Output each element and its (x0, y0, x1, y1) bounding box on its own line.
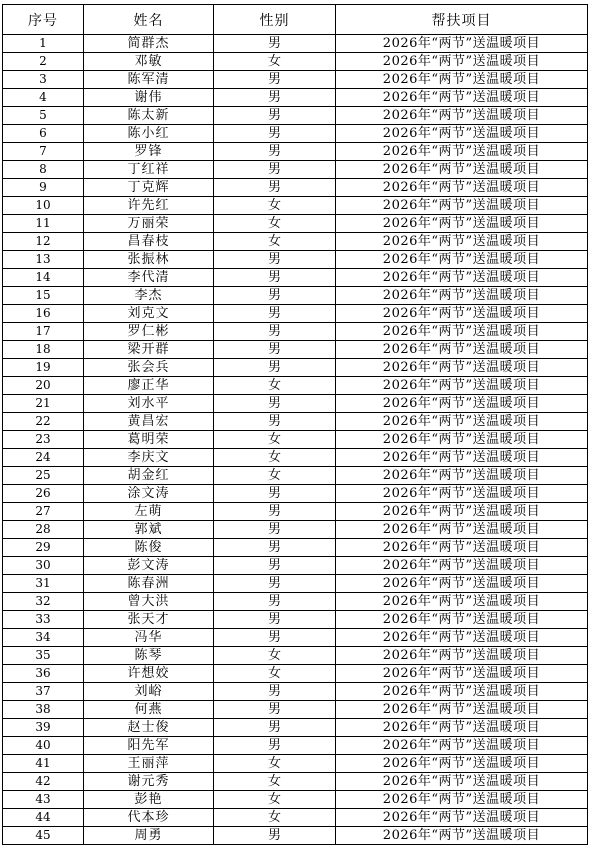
cell-name[interactable]: 葛明荣 (84, 431, 214, 449)
cell-project[interactable]: 2026年“两节”送温暖项目 (336, 71, 588, 89)
cell-gender[interactable]: 男 (214, 323, 336, 341)
table-row (3, 179, 588, 197)
cell-project[interactable]: 2026年“两节”送温暖项目 (336, 557, 588, 575)
table-row (3, 35, 588, 53)
cell-index[interactable]: 11 (3, 215, 84, 233)
cell-name[interactable]: 廖正华 (84, 377, 214, 395)
cell-project[interactable]: 2026年“两节”送温暖项目 (336, 719, 588, 737)
cell-name[interactable]: 黄昌宏 (84, 413, 214, 431)
table-row (3, 431, 588, 449)
cell-index[interactable]: 7 (3, 143, 84, 161)
cell-project[interactable]: 2026年“两节”送温暖项目 (336, 755, 588, 773)
cell-index[interactable]: 26 (3, 485, 84, 503)
cell-name[interactable]: 涂文涛 (84, 485, 214, 503)
cell-index[interactable]: 45 (3, 827, 84, 845)
cell-project[interactable]: 2026年“两节”送温暖项目 (336, 431, 588, 449)
table-row (3, 197, 588, 215)
cell-name[interactable]: 万丽荣 (84, 215, 214, 233)
cell-index[interactable]: 41 (3, 755, 84, 773)
cell-gender[interactable]: 女 (214, 449, 336, 467)
cell-project[interactable]: 2026年“两节”送温暖项目 (336, 269, 588, 287)
cell-name[interactable]: 罗仁彬 (84, 323, 214, 341)
cell-gender[interactable]: 女 (214, 665, 336, 683)
table-row (3, 485, 588, 503)
cell-index[interactable]: 12 (3, 233, 84, 251)
table-row (3, 575, 588, 593)
cell-gender[interactable]: 女 (214, 791, 336, 809)
cell-gender[interactable]: 男 (214, 557, 336, 575)
header-gender[interactable]: 性别 (214, 5, 336, 35)
table-row (3, 539, 588, 557)
cell-gender[interactable]: 男 (214, 737, 336, 755)
table-row (3, 791, 588, 809)
cell-index[interactable]: 18 (3, 341, 84, 359)
cell-name[interactable]: 陈春洲 (84, 575, 214, 593)
cell-name[interactable]: 昌春枝 (84, 233, 214, 251)
cell-gender[interactable]: 男 (214, 719, 336, 737)
cell-project[interactable]: 2026年“两节”送温暖项目 (336, 791, 588, 809)
cell-gender[interactable]: 男 (214, 341, 336, 359)
table-row (3, 395, 588, 413)
table-row (3, 305, 588, 323)
table-row (3, 449, 588, 467)
cell-name[interactable]: 简群杰 (84, 35, 214, 53)
cell-gender[interactable]: 男 (214, 359, 336, 377)
table-row (3, 269, 588, 287)
cell-index[interactable]: 29 (3, 539, 84, 557)
cell-project[interactable]: 2026年“两节”送温暖项目 (336, 773, 588, 791)
cell-index[interactable]: 20 (3, 377, 84, 395)
cell-gender[interactable]: 男 (214, 683, 336, 701)
cell-project[interactable]: 2026年“两节”送温暖项目 (336, 377, 588, 395)
table-row (3, 53, 588, 71)
cell-project[interactable]: 2026年“两节”送温暖项目 (336, 233, 588, 251)
table-row (3, 773, 588, 791)
table-row (3, 107, 588, 125)
cell-gender[interactable]: 女 (214, 467, 336, 485)
cell-index[interactable]: 38 (3, 701, 84, 719)
cell-name[interactable]: 罗锋 (84, 143, 214, 161)
cell-gender[interactable]: 女 (214, 197, 336, 215)
cell-name[interactable]: 陈琴 (84, 647, 214, 665)
cell-name[interactable]: 周勇 (84, 827, 214, 845)
table-row (3, 71, 588, 89)
cell-name[interactable]: 李庆文 (84, 449, 214, 467)
header-index[interactable]: 序号 (3, 5, 84, 35)
cell-index[interactable]: 14 (3, 269, 84, 287)
table-row (3, 467, 588, 485)
cell-name[interactable]: 何燕 (84, 701, 214, 719)
cell-gender[interactable]: 男 (214, 575, 336, 593)
cell-project[interactable]: 2026年“两节”送温暖项目 (336, 575, 588, 593)
cell-index[interactable]: 3 (3, 71, 84, 89)
cell-project[interactable]: 2026年“两节”送温暖项目 (336, 125, 588, 143)
cell-gender[interactable]: 男 (214, 161, 336, 179)
cell-gender[interactable]: 男 (214, 539, 336, 557)
cell-project[interactable]: 2026年“两节”送温暖项目 (336, 287, 588, 305)
cell-name[interactable]: 张振林 (84, 251, 214, 269)
cell-index[interactable]: 27 (3, 503, 84, 521)
cell-index[interactable]: 9 (3, 179, 84, 197)
cell-name[interactable]: 丁克辉 (84, 179, 214, 197)
cell-project[interactable]: 2026年“两节”送温暖项目 (336, 485, 588, 503)
cell-gender[interactable]: 女 (214, 431, 336, 449)
cell-project[interactable]: 2026年“两节”送温暖项目 (336, 413, 588, 431)
cell-project[interactable]: 2026年“两节”送温暖项目 (336, 503, 588, 521)
table-row (3, 593, 588, 611)
cell-index[interactable]: 1 (3, 35, 84, 53)
cell-index[interactable]: 21 (3, 395, 84, 413)
cell-name[interactable]: 谢伟 (84, 89, 214, 107)
cell-project[interactable]: 2026年“两节”送温暖项目 (336, 629, 588, 647)
cell-project[interactable]: 2026年“两节”送温暖项目 (336, 89, 588, 107)
cell-gender[interactable]: 女 (214, 53, 336, 71)
cell-name[interactable]: 丁红祥 (84, 161, 214, 179)
cell-name[interactable]: 邓敏 (84, 53, 214, 71)
cell-name[interactable]: 张天才 (84, 611, 214, 629)
cell-name[interactable]: 曾大洪 (84, 593, 214, 611)
cell-project[interactable]: 2026年“两节”送温暖项目 (336, 827, 588, 845)
cell-gender[interactable]: 男 (214, 503, 336, 521)
cell-project[interactable]: 2026年“两节”送温暖项目 (336, 215, 588, 233)
cell-project[interactable]: 2026年“两节”送温暖项目 (336, 809, 588, 827)
cell-index[interactable]: 25 (3, 467, 84, 485)
cell-index[interactable]: 15 (3, 287, 84, 305)
cell-project[interactable]: 2026年“两节”送温暖项目 (336, 395, 588, 413)
cell-gender[interactable]: 男 (214, 287, 336, 305)
cell-project[interactable]: 2026年“两节”送温暖项目 (336, 521, 588, 539)
table-row (3, 413, 588, 431)
cell-name[interactable]: 刘克文 (84, 305, 214, 323)
cell-name[interactable]: 陈军清 (84, 71, 214, 89)
cell-project[interactable]: 2026年“两节”送温暖项目 (336, 251, 588, 269)
cell-gender[interactable]: 男 (214, 611, 336, 629)
cell-index[interactable]: 35 (3, 647, 84, 665)
cell-project[interactable]: 2026年“两节”送温暖项目 (336, 449, 588, 467)
cell-index[interactable]: 39 (3, 719, 84, 737)
table-row (3, 359, 588, 377)
cell-index[interactable]: 34 (3, 629, 84, 647)
cell-index[interactable]: 8 (3, 161, 84, 179)
cell-name[interactable]: 梁开群 (84, 341, 214, 359)
cell-project[interactable]: 2026年“两节”送温暖项目 (336, 107, 588, 125)
table-row (3, 827, 588, 845)
cell-name[interactable]: 陈俊 (84, 539, 214, 557)
header-row (3, 5, 588, 35)
cell-project[interactable]: 2026年“两节”送温暖项目 (336, 683, 588, 701)
table-row (3, 287, 588, 305)
table-row (3, 701, 588, 719)
cell-name[interactable]: 冯华 (84, 629, 214, 647)
cell-index[interactable]: 43 (3, 791, 84, 809)
cell-name[interactable]: 胡金红 (84, 467, 214, 485)
table-row (3, 683, 588, 701)
cell-name[interactable]: 谢元秀 (84, 773, 214, 791)
table-row (3, 89, 588, 107)
table-row (3, 611, 588, 629)
cell-gender[interactable]: 男 (214, 125, 336, 143)
cell-gender[interactable]: 男 (214, 305, 336, 323)
cell-project[interactable]: 2026年“两节”送温暖项目 (336, 35, 588, 53)
cell-index[interactable]: 37 (3, 683, 84, 701)
cell-index[interactable]: 31 (3, 575, 84, 593)
cell-project[interactable]: 2026年“两节”送温暖项目 (336, 665, 588, 683)
cell-project[interactable]: 2026年“两节”送温暖项目 (336, 647, 588, 665)
cell-gender[interactable]: 女 (214, 377, 336, 395)
cell-index[interactable]: 42 (3, 773, 84, 791)
cell-name[interactable]: 郭斌 (84, 521, 214, 539)
cell-index[interactable]: 32 (3, 593, 84, 611)
table-row (3, 629, 588, 647)
cell-name[interactable]: 陈小红 (84, 125, 214, 143)
cell-project[interactable]: 2026年“两节”送温暖项目 (336, 143, 588, 161)
table-row (3, 665, 588, 683)
cell-index[interactable]: 23 (3, 431, 84, 449)
cell-project[interactable]: 2026年“两节”送温暖项目 (336, 323, 588, 341)
table-row (3, 809, 588, 827)
cell-project[interactable]: 2026年“两节”送温暖项目 (336, 737, 588, 755)
cell-name[interactable]: 张会兵 (84, 359, 214, 377)
cell-gender[interactable]: 女 (214, 755, 336, 773)
table-row (3, 647, 588, 665)
table-row (3, 557, 588, 575)
cell-index[interactable]: 40 (3, 737, 84, 755)
cell-index[interactable]: 13 (3, 251, 84, 269)
header-project[interactable]: 帮扶项目 (336, 5, 588, 35)
recipient-table (2, 4, 588, 845)
cell-gender[interactable]: 男 (214, 395, 336, 413)
cell-index[interactable]: 4 (3, 89, 84, 107)
cell-name[interactable]: 刘水平 (84, 395, 214, 413)
cell-index[interactable]: 22 (3, 413, 84, 431)
cell-project[interactable]: 2026年“两节”送温暖项目 (336, 593, 588, 611)
cell-gender[interactable]: 男 (214, 251, 336, 269)
cell-gender[interactable]: 男 (214, 71, 336, 89)
cell-project[interactable]: 2026年“两节”送温暖项目 (336, 539, 588, 557)
cell-name[interactable]: 王丽萍 (84, 755, 214, 773)
table-row (3, 251, 588, 269)
cell-index[interactable]: 5 (3, 107, 84, 125)
table-body (3, 35, 588, 845)
cell-name[interactable]: 彭艳 (84, 791, 214, 809)
cell-gender[interactable]: 男 (214, 485, 336, 503)
table-row (3, 233, 588, 251)
cell-name[interactable]: 左萌 (84, 503, 214, 521)
table-row (3, 161, 588, 179)
cell-index[interactable]: 10 (3, 197, 84, 215)
cell-index[interactable]: 24 (3, 449, 84, 467)
cell-gender[interactable]: 男 (214, 827, 336, 845)
cell-gender[interactable]: 男 (214, 107, 336, 125)
table-row (3, 215, 588, 233)
cell-gender[interactable]: 男 (214, 521, 336, 539)
cell-index[interactable]: 36 (3, 665, 84, 683)
table-row (3, 143, 588, 161)
cell-name[interactable]: 刘峪 (84, 683, 214, 701)
cell-name[interactable]: 阳先军 (84, 737, 214, 755)
table-row (3, 755, 588, 773)
cell-project[interactable]: 2026年“两节”送温暖项目 (336, 359, 588, 377)
table-row (3, 503, 588, 521)
cell-index[interactable]: 33 (3, 611, 84, 629)
cell-gender[interactable]: 男 (214, 413, 336, 431)
cell-project[interactable]: 2026年“两节”送温暖项目 (336, 161, 588, 179)
cell-gender[interactable]: 男 (214, 701, 336, 719)
cell-gender[interactable]: 男 (214, 593, 336, 611)
cell-index[interactable]: 28 (3, 521, 84, 539)
cell-index[interactable]: 6 (3, 125, 84, 143)
cell-gender[interactable]: 男 (214, 143, 336, 161)
header-name[interactable]: 姓名 (84, 5, 214, 35)
cell-gender[interactable]: 女 (214, 233, 336, 251)
table-row (3, 719, 588, 737)
cell-index[interactable]: 17 (3, 323, 84, 341)
cell-name[interactable]: 许想姣 (84, 665, 214, 683)
cell-project[interactable]: 2026年“两节”送温暖项目 (336, 467, 588, 485)
cell-gender[interactable]: 女 (214, 215, 336, 233)
cell-index[interactable]: 2 (3, 53, 84, 71)
cell-project[interactable]: 2026年“两节”送温暖项目 (336, 179, 588, 197)
cell-index[interactable]: 19 (3, 359, 84, 377)
table-row (3, 737, 588, 755)
cell-gender[interactable]: 男 (214, 89, 336, 107)
cell-gender[interactable]: 女 (214, 647, 336, 665)
cell-project[interactable]: 2026年“两节”送温暖项目 (336, 53, 588, 71)
table-row (3, 125, 588, 143)
table-row (3, 377, 588, 395)
cell-name[interactable]: 陈太新 (84, 107, 214, 125)
cell-project[interactable]: 2026年“两节”送温暖项目 (336, 341, 588, 359)
cell-gender[interactable]: 男 (214, 269, 336, 287)
table-row (3, 341, 588, 359)
cell-index[interactable]: 44 (3, 809, 84, 827)
cell-name[interactable]: 李代清 (84, 269, 214, 287)
cell-gender[interactable]: 女 (214, 809, 336, 827)
cell-project[interactable]: 2026年“两节”送温暖项目 (336, 197, 588, 215)
cell-project[interactable]: 2026年“两节”送温暖项目 (336, 611, 588, 629)
cell-project[interactable]: 2026年“两节”送温暖项目 (336, 701, 588, 719)
table-row (3, 323, 588, 341)
cell-gender[interactable]: 男 (214, 629, 336, 647)
cell-name[interactable]: 彭文涛 (84, 557, 214, 575)
cell-name[interactable]: 赵士俊 (84, 719, 214, 737)
cell-name[interactable]: 代本珍 (84, 809, 214, 827)
cell-index[interactable]: 16 (3, 305, 84, 323)
cell-index[interactable]: 30 (3, 557, 84, 575)
cell-gender[interactable]: 男 (214, 35, 336, 53)
cell-name[interactable]: 许先红 (84, 197, 214, 215)
cell-name[interactable]: 李杰 (84, 287, 214, 305)
cell-project[interactable]: 2026年“两节”送温暖项目 (336, 305, 588, 323)
cell-gender[interactable]: 男 (214, 179, 336, 197)
table-row (3, 521, 588, 539)
cell-gender[interactable]: 女 (214, 773, 336, 791)
